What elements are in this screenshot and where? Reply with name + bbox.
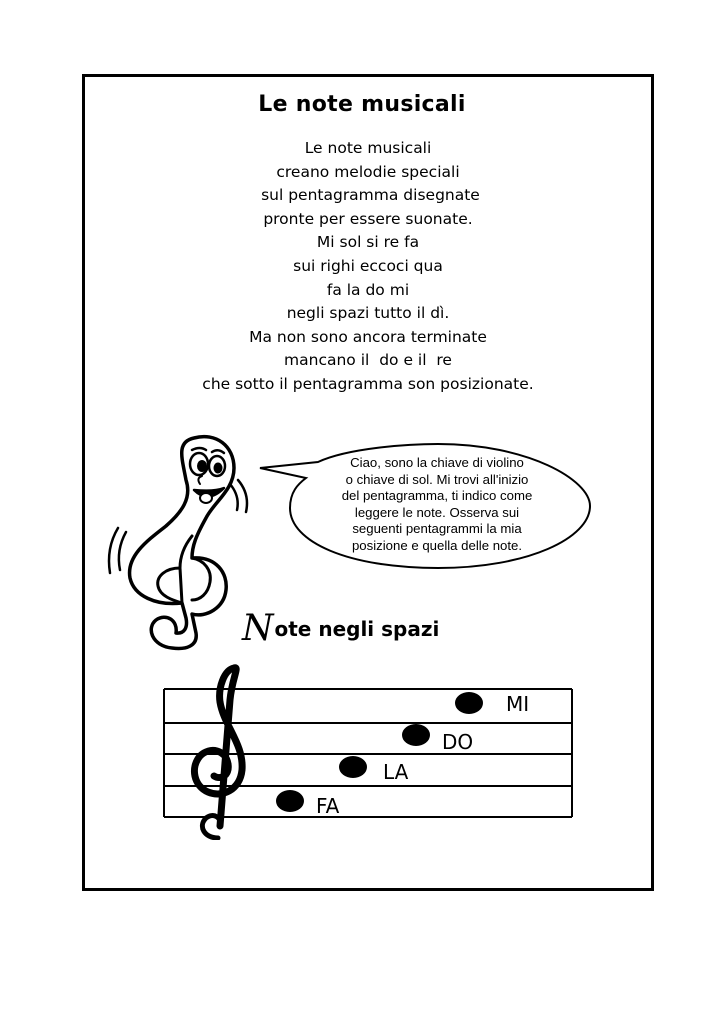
bubble-line: Ciao, sono la chiave di violino [350, 455, 524, 470]
bubble-line: leggere le note. Osserva sui [354, 504, 520, 520]
bubble-line: del pentagramma, ti indico come [341, 488, 533, 504]
note-fa [276, 790, 304, 812]
poem [82, 137, 654, 397]
note-label-mi: MI [506, 692, 530, 716]
note-label-la: LA [383, 760, 409, 784]
section-title-rest: ote negli spazi [274, 617, 440, 641]
bubble-line: seguenti pentagrammi la mia [352, 521, 522, 537]
poem-line: che sotto il pentagramma son posizionate. [202, 374, 534, 393]
poem-line: mancano il do e il re [284, 351, 452, 370]
page-title: Le note musicali [258, 92, 466, 117]
poem-line: creano melodie speciali [276, 162, 460, 181]
poem-line: Le note musicali [304, 139, 432, 157]
speech-bubble-text [318, 455, 556, 555]
poem-line: sul pentagramma disegnate [256, 186, 480, 205]
poem-line: Ma non sono ancora terminate [249, 327, 487, 346]
music-staff [160, 660, 576, 840]
note-do [402, 724, 430, 746]
note-label-fa: FA [316, 794, 340, 818]
bubble-line: o chiave di sol. Mi trovi all'inizio [345, 471, 529, 487]
note-label-do: DO [442, 730, 474, 754]
treble-clef-icon [194, 668, 242, 838]
section-title-initial: N [242, 608, 274, 649]
poem-line: sui righi eccoci qua [293, 256, 443, 275]
poem-line: fa la do mi [326, 280, 410, 299]
poem-line: pronte per essere suonate. [263, 209, 473, 228]
treble-clef-character-icon [96, 428, 256, 653]
poem-line: negli spazi tutto il dì. [286, 304, 450, 323]
note-mi [455, 692, 483, 714]
bubble-line: posizione e quella delle note. [351, 537, 523, 553]
note-la [339, 756, 367, 778]
poem-line: Mi sol si re fa [316, 233, 420, 252]
section-title [242, 608, 439, 649]
